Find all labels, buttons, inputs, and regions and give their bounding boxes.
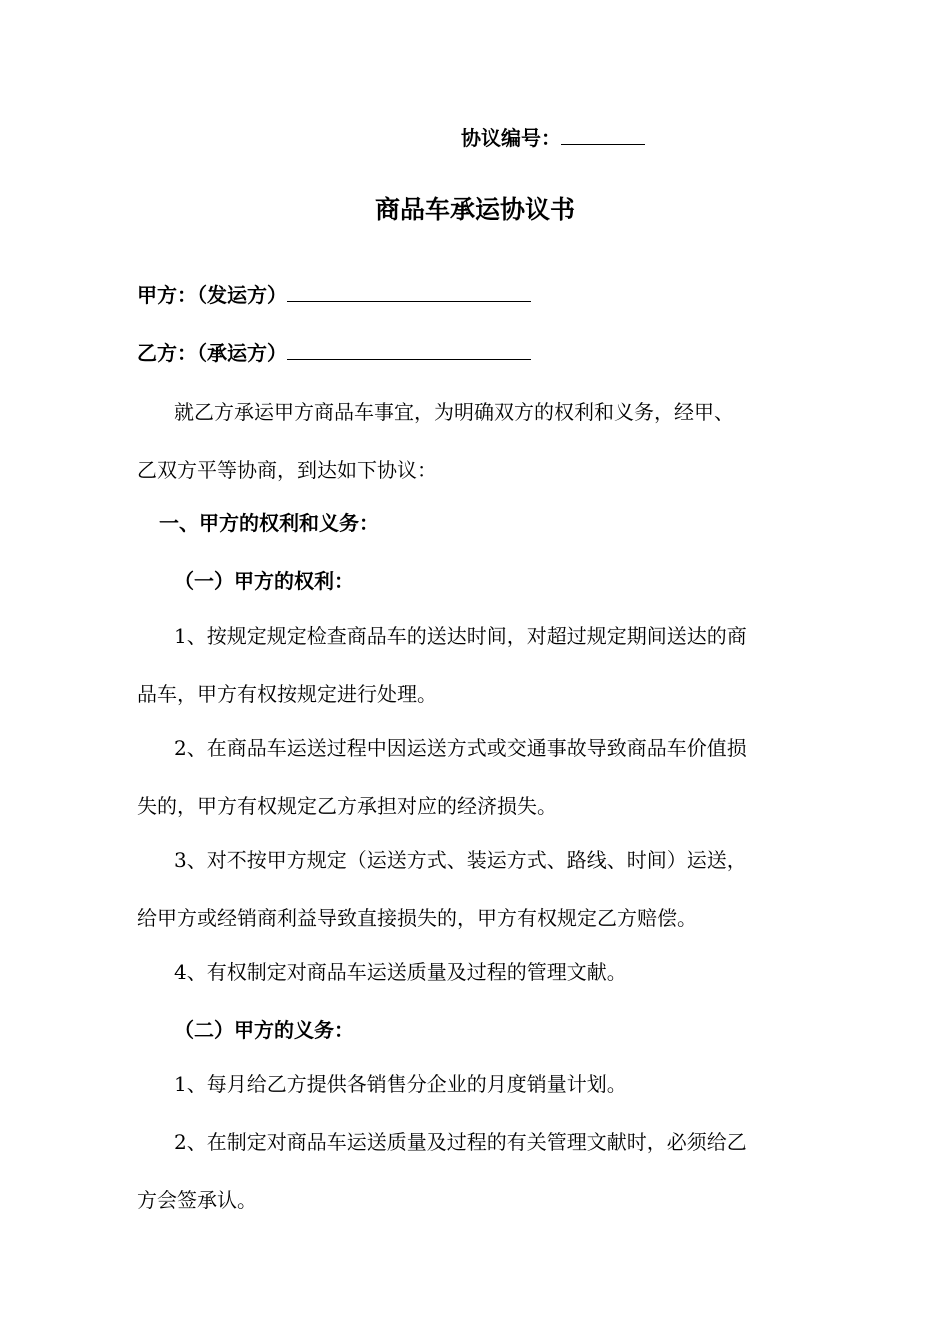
duties-item-2-line-2: 方会签承认。 — [137, 1188, 257, 1212]
agreement-number — [461, 124, 645, 152]
duties-item-2-line-1: 2、在制定对商品车运送质量及过程的有关管理文献时，必须给乙 — [174, 1130, 747, 1154]
party-b-line — [137, 339, 531, 367]
party-a-blank — [287, 281, 531, 302]
duties-item-1-line-1: 1、每月给乙方提供各销售分企业的月度销量计划。 — [174, 1072, 627, 1096]
agreement-number-blank — [561, 124, 645, 145]
section-1-heading: 一、甲方的权利和义务： — [159, 511, 379, 535]
agreement-number-label: 协议编号： — [461, 126, 561, 150]
party-a-label: 甲方：（发运方） — [137, 283, 287, 307]
rights-item-4-line-1: 4、有权制定对商品车运送质量及过程的管理文献。 — [174, 960, 627, 984]
party-b-label: 乙方：（承运方） — [137, 341, 287, 365]
intro-line-2: 乙双方平等协商，到达如下协议： — [137, 458, 437, 482]
party-b-blank — [287, 339, 531, 360]
rights-item-3-line-2: 给甲方或经销商利益导致直接损失的，甲方有权规定乙方赔偿。 — [137, 906, 697, 930]
duties-heading: （二）甲方的义务： — [174, 1018, 354, 1042]
rights-item-2-line-2: 失的，甲方有权规定乙方承担对应的经济损失。 — [137, 794, 557, 818]
rights-item-1-line-1: 1、按规定规定检查商品车的送达时间，对超过规定期间送达的商 — [174, 624, 747, 648]
rights-item-3-line-1: 3、对不按甲方规定（运送方式、装运方式、路线、时间）运送， — [174, 848, 747, 872]
rights-heading: （一）甲方的权利： — [174, 569, 354, 593]
rights-item-1-line-2: 品车，甲方有权按规定进行处理。 — [137, 682, 437, 706]
rights-item-2-line-1: 2、在商品车运送过程中因运送方式或交通事故导致商品车价值损 — [174, 736, 747, 760]
party-a-line — [137, 281, 531, 309]
document-title: 商品车承运协议书 — [374, 195, 575, 224]
intro-line-1: 就乙方承运甲方商品车事宜，为明确双方的权利和义务，经甲、 — [174, 400, 734, 424]
